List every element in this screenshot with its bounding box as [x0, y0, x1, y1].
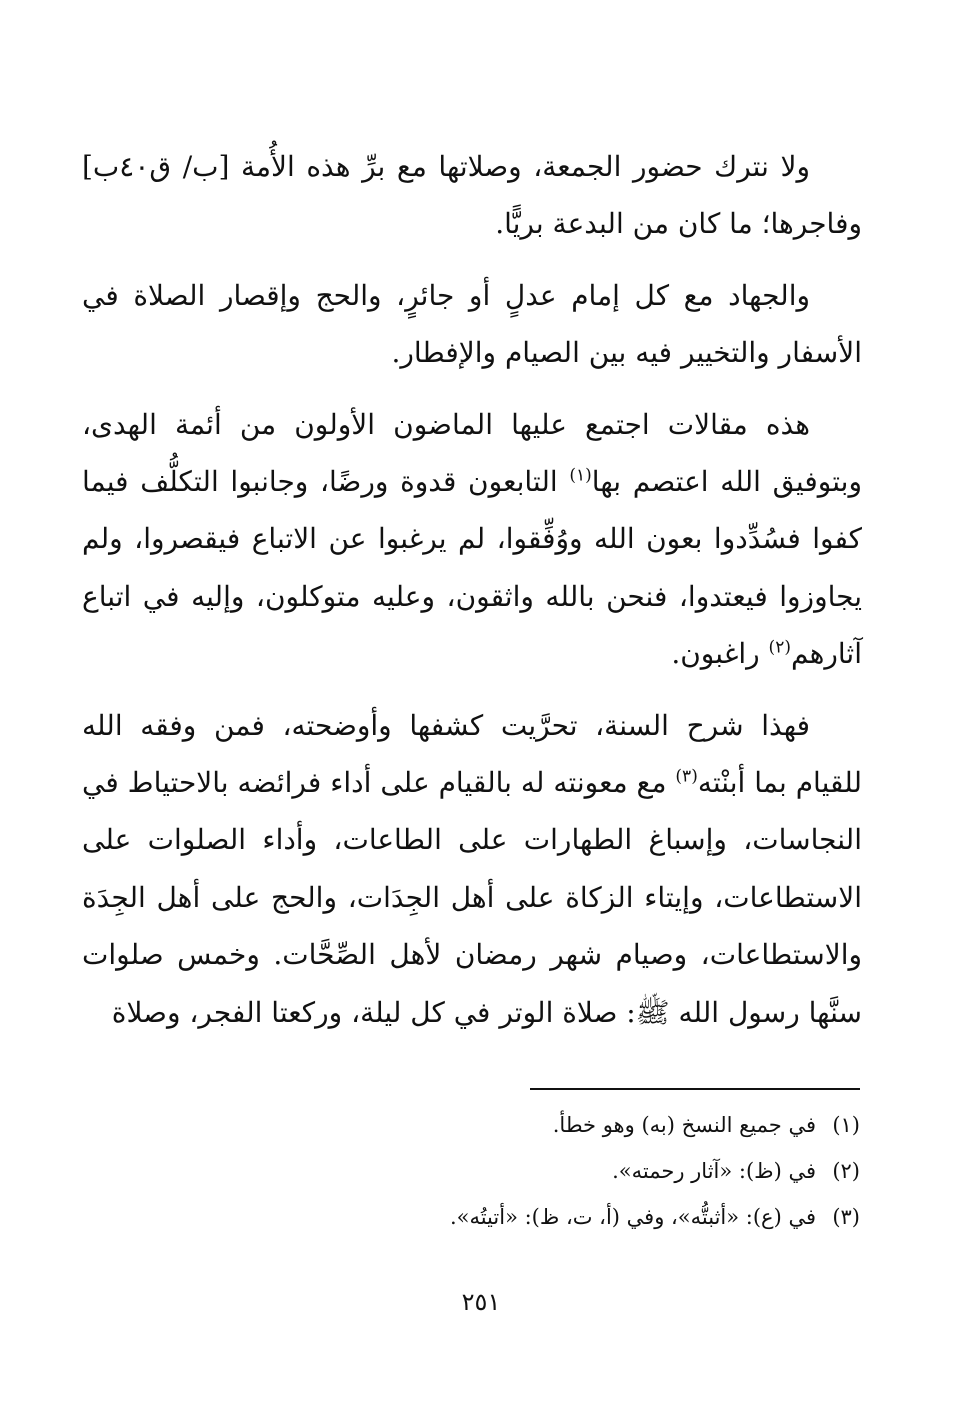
- paragraph: [82, 267, 862, 382]
- paragraph-text: راغبون.: [671, 637, 769, 671]
- paragraph-text: فهذا شرح السنة، تحرَّيت كشفها وأوضحته، فمن وفقه الله للقيام بما أبنْته: [82, 708, 863, 800]
- paragraph: [82, 697, 862, 1041]
- main-text: [82, 138, 862, 1041]
- footnote-marker: (٣): [675, 766, 698, 787]
- footnote-text: في (ع): «أثبتُّه»، وفي (أ، ت، ظ): «أتيتُه».: [449, 1205, 816, 1229]
- footnote-number: (٣): [832, 1205, 860, 1229]
- paragraph-text: هذه مقالات اجتمع عليها الماضون الأولون من أئمة الهدى، وبتوفيق الله اعتصم بها: [82, 407, 862, 499]
- paragraph: [82, 138, 862, 253]
- footnote-item: [300, 1194, 860, 1240]
- paragraph-text: والجهاد مع كل إمام عدلٍ أو جائرٍ، والحج وإقصار الصلاة في الأسفار والتخيير فيه بين الصيام والإفطار.: [82, 278, 862, 370]
- footnote-item: [300, 1102, 860, 1148]
- paragraph-text: التابعون قدوة ورضًا، وجانبوا التكلُّف فيما كفوا فسُدِّدوا بعون الله ووُفِّقوا، لم يرغبوا عن الاتباع فيقصروا، ولم يجاوزوا فيعتدوا، فنحن بالله واثقون، وعليه متوكلون، وإليه في اتباع آثارهم: [82, 465, 862, 671]
- footnote-marker: (٢): [768, 637, 791, 658]
- page-number: ٢٥١: [461, 1288, 501, 1316]
- footnote-text: في جميع النسخ (به) وهو خطأ.: [552, 1113, 816, 1137]
- footnote-text: في (ظ): «آثار رحمته».: [612, 1159, 816, 1183]
- footnotes: [300, 1102, 860, 1240]
- paragraph: [82, 396, 862, 683]
- paragraph-text: ولا نترك حضور الجمعة، وصلاتها مع برِّ هذه الأُمة [ب/ ق٤٠ب] وفاجرها؛ ما كان من البدعة بريًّا.: [82, 150, 862, 241]
- footnote-separator: [530, 1088, 860, 1090]
- paragraph-text: مع معونته له بالقيام على أداء فرائضه بالاحتياط في النجاسات، وإسباغ الطهارات على الطاعات، وأداء الصلوات على الاستطاعات، وإيتاء الزكاة على أهل الجِدَات، والحج على أهل الجِدَة والاستطاعات، وصيام شهر رمضان لأهل الصِّحَّات. وخمس صلوات سنَّها رسول الله ﷺ: صلاة الوتر في كل ليلة، وركعتا الفجر، وصلاة: [82, 766, 862, 1029]
- footnote-number: (١): [832, 1113, 860, 1137]
- footnote-item: [300, 1148, 860, 1194]
- footnote-number: (٢): [832, 1159, 860, 1183]
- footnote-marker: (١): [569, 465, 592, 486]
